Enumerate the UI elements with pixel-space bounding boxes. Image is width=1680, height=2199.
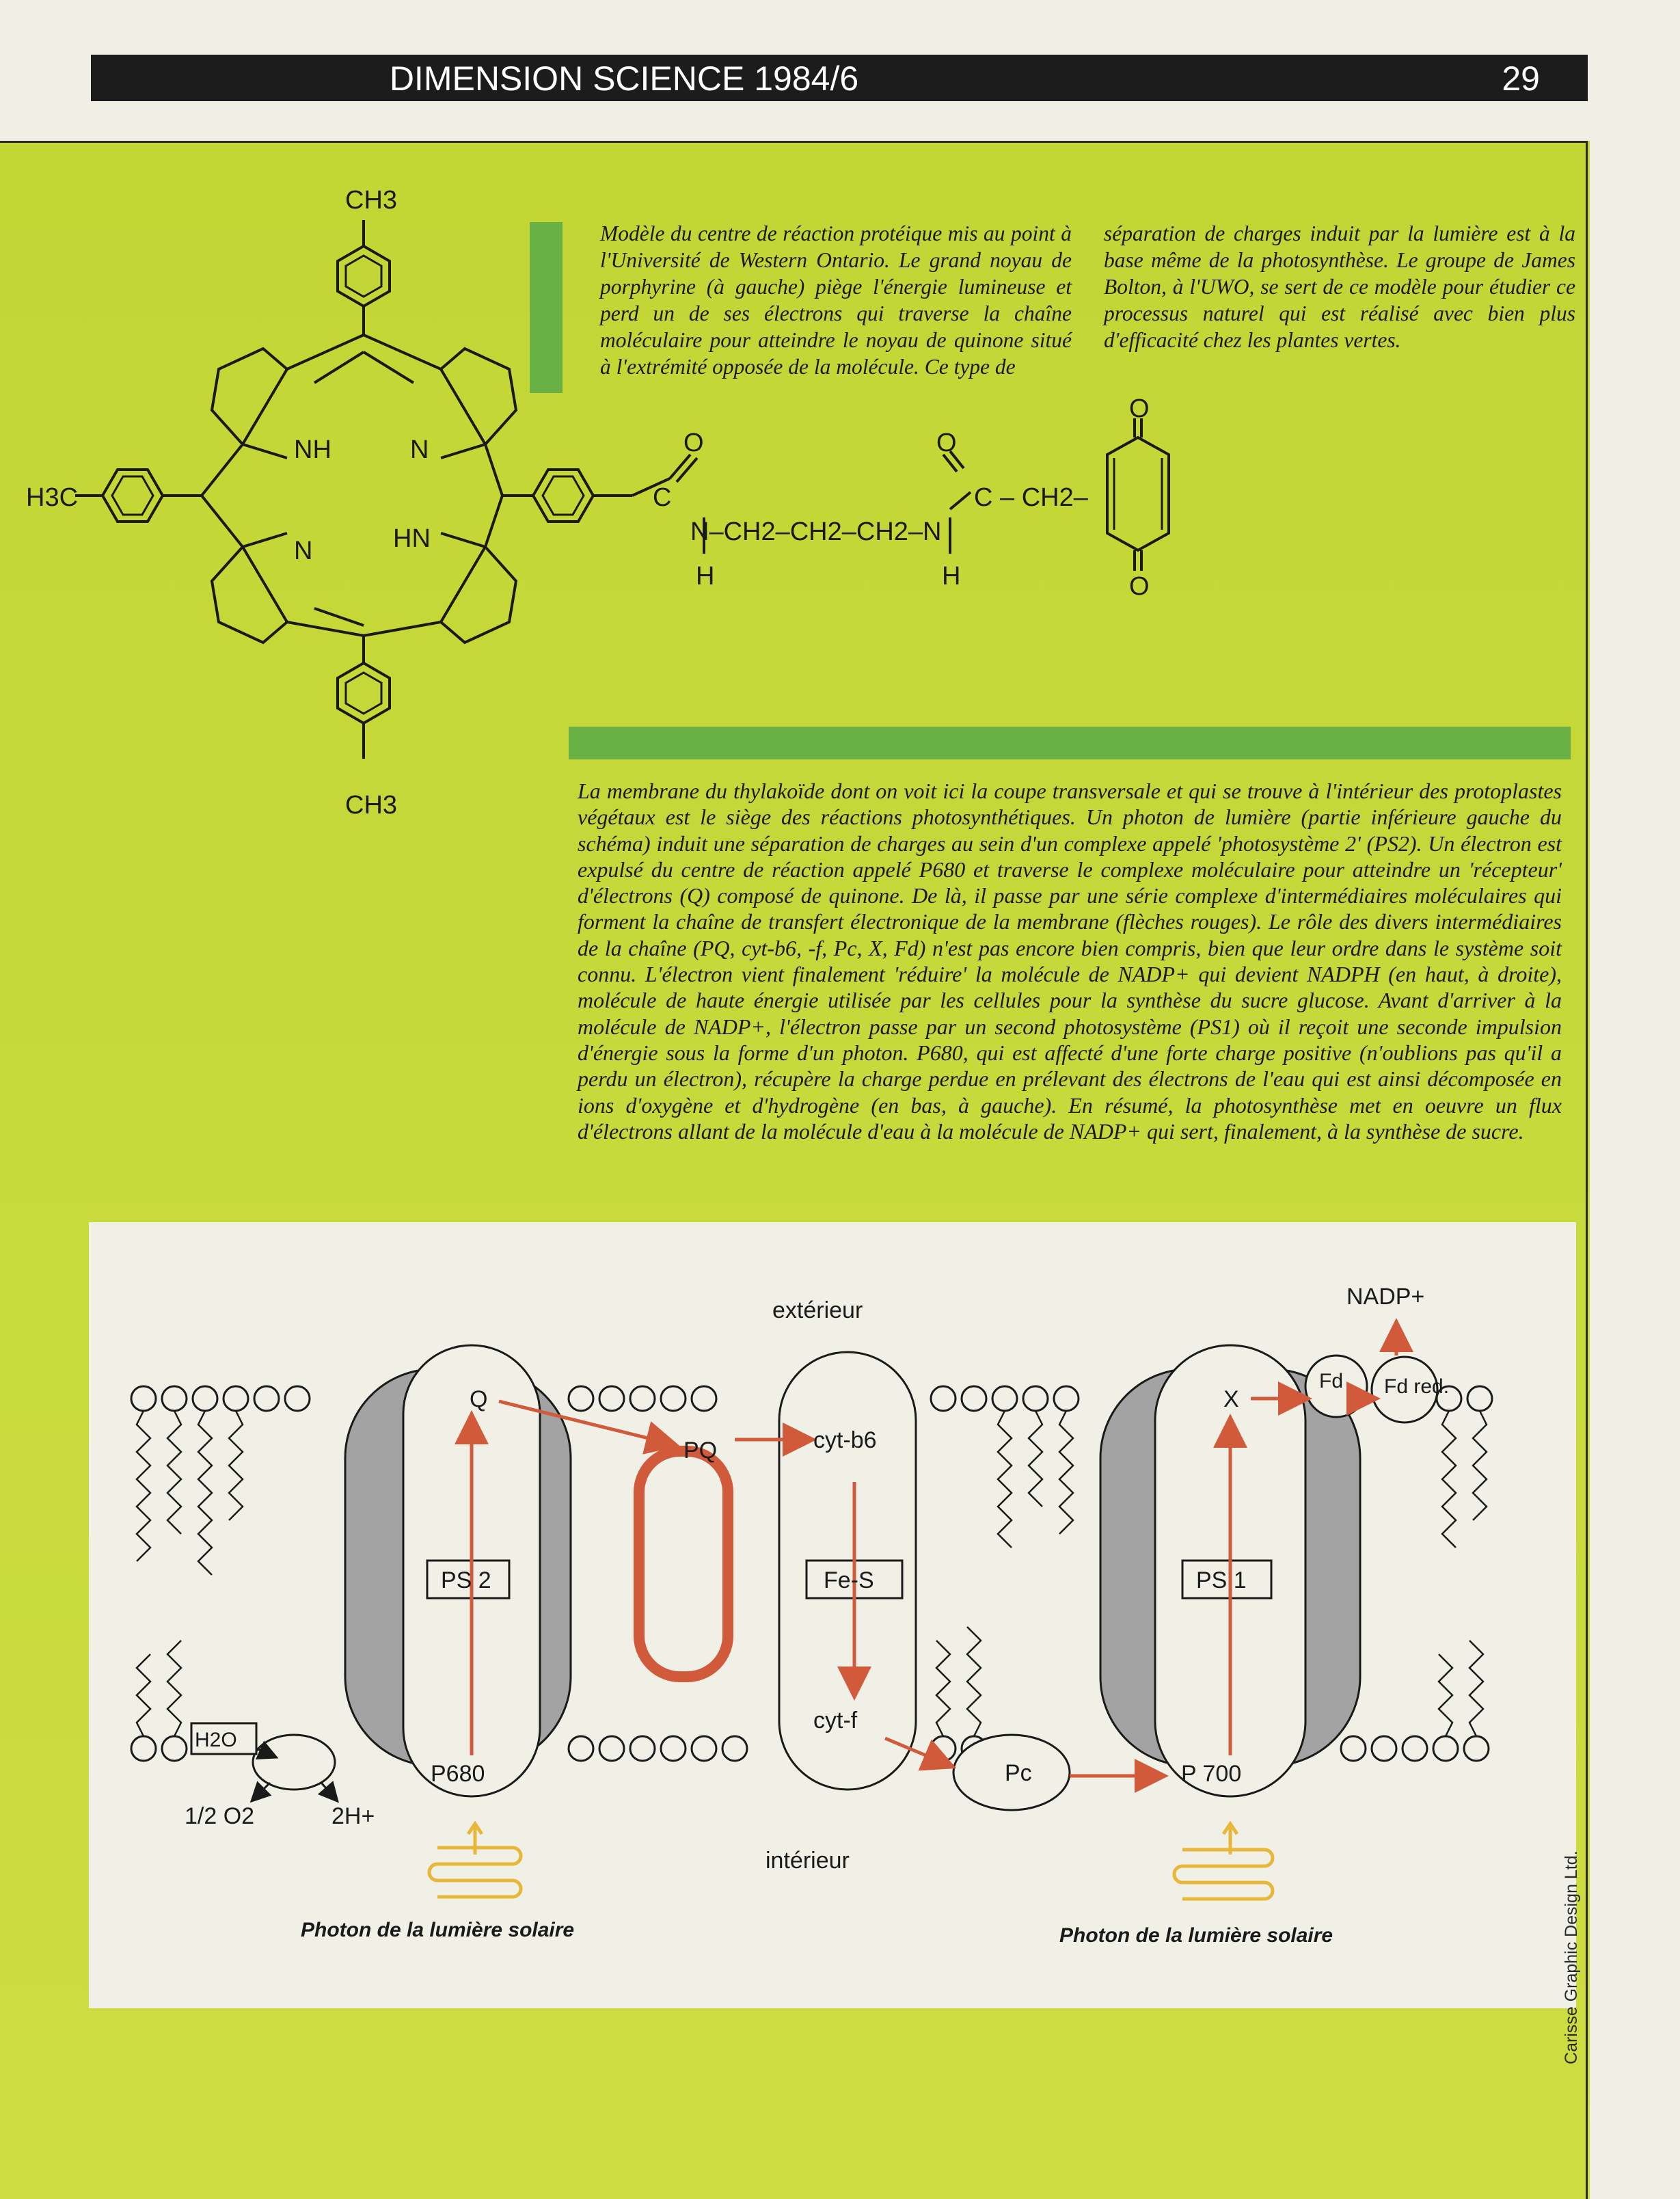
photon-squiggles [429, 1824, 1273, 1899]
fe-s-label: Fe-S [824, 1567, 874, 1593]
photon-left-label: Photon de la lumière solaire [301, 1919, 575, 1941]
image-credit: Carisse Graphic Design Ltd. [1562, 1850, 1581, 2064]
fd-label: Fd [1319, 1370, 1344, 1392]
ps1-label: PS 1 [1196, 1567, 1247, 1593]
cyt-b6-label: cyt-b6 [813, 1427, 877, 1453]
membrane-svg [89, 1222, 1576, 2008]
page-number: 29 [1502, 59, 1540, 98]
pq-loop [639, 1451, 728, 1677]
h-right-label: H [942, 562, 961, 591]
p680-label: P680 [431, 1761, 485, 1787]
o-mid-label: O [936, 429, 957, 457]
thylakoid-diagram [89, 1222, 1576, 2008]
caption-main: La membrane du thylakoïde dont on voit ici la coupe transversale et qui se trouve à l'intérieur des protoplastes végétaux est le siège des réactions photosynthétiques. Un photon de lumière (partie inférieure gauche du schéma) induit une séparation de charges au sein d'un complexe appelé 'photosystème 2' (PS2). Un électron est expulsé du centre de réaction appelé P680 et traverse le complexe moléculaire pour atteindre un 'récepteur' d'électrons (Q) composé de quinone. De là, il passe par une série complexe d'intermédiaires moléculaires qui forment la chaîne de transfert électronique de la membrane (flèches rouges). Le rôle des divers intermédiaires de la chaîne (PQ, cyt-b6, -f, Pc, X, Fd) n'est pas encore bien compris, bien que leur ordre dans le système soit connu. L'électron vient finalement 'réduire' la molécule de NADP+ qui devient NADPH (en haut, à droite), molécule de haute énergie utilisée par les cellules pour la synthèse du sucre glucose. Avant d'arriver à la molécule de NADP+, l'électron passe par un second photosystème (PS1) où il reçoit une seconde impulsion d'énergie sous la forme d'un photon. P680, qui est affecté d'une forte charge positive (n'oublions pas qu'il a perdu un électron), récupère la charge perdue en prélevant des électrons de l'eau qui est ainsi décomposée en ions d'oxygène et d'hydrogène (en bas, à gauche). En résumé, la photosynthèse met en oeuvre un flux d'électrons allant de la molécule d'eau à la molécule de NADP+ qui sert, finalement, à la synthèse de sucre. [578, 779, 1562, 1144]
o-left-label: O [683, 429, 704, 457]
header-bar [91, 55, 1588, 101]
n-top-right-label: N [410, 435, 429, 464]
nh-top-label: NH [294, 435, 331, 464]
fd-red-label: Fd red. [1384, 1375, 1450, 1398]
ch3-top-label: CH3 [345, 186, 398, 215]
panel-right-rule [1586, 141, 1588, 2199]
o-ring-top-label: O [1129, 394, 1150, 423]
carbonyl-c-label: C [653, 483, 672, 512]
cyt-f-label: cyt-f [813, 1708, 858, 1733]
h-left-label: H [696, 562, 715, 591]
ps2-label: PS 2 [441, 1567, 491, 1593]
pc-label: Pc [1005, 1760, 1032, 1786]
caption-top-col1: Modèle du centre de réaction protéique mis au point à l'Université de Western Ontario. Le grand noyau de porphyrine (à gauche) piège l'énergie lumineuse et perd un de ses électrons qui traverse la chaîne moléculaire pour atteindre le noyau de quinone situé à l'extrémité opposée de la molécule. Ce type de [600, 221, 1072, 379]
interieur-label: intérieur [766, 1848, 850, 1874]
caption-top-col2: séparation de charges induit par la lumière est à la base même de la photosynthèse. Le groupe de James Bolton, à l'UWO, se sert de ce modèle pour étudier ce processus naturel qui est réalisé avec bien plus d'efficacité chez les plantes vertes. [1104, 221, 1575, 352]
photon-right-label: Photon de la lumière solaire [1059, 1924, 1333, 1947]
n-bottom-left-label: N [294, 537, 313, 565]
nadp-label: NADP+ [1346, 1284, 1425, 1310]
pq-label: PQ [683, 1438, 718, 1463]
h3c-left-label: H3C [26, 483, 79, 512]
p700-label: P 700 [1181, 1761, 1242, 1787]
hn-bottom-label: HN [393, 524, 431, 553]
half-o2-label: 1/2 O2 [185, 1803, 255, 1829]
c-right-label: C – CH2– [974, 483, 1088, 512]
2h-label: 2H+ [331, 1803, 375, 1829]
o-ring-bottom-label: O [1129, 572, 1150, 601]
h2o-label: H2O [195, 1729, 237, 1751]
ch3-bottom-label: CH3 [345, 791, 398, 820]
x-label: X [1223, 1386, 1239, 1412]
journal-title: DIMENSION SCIENCE 1984/6 [389, 59, 859, 98]
quinone-ring [1107, 437, 1169, 550]
exterieur-label: extérieur [772, 1297, 863, 1323]
q-label: Q [470, 1386, 488, 1412]
chain-label: N–CH2–CH2–CH2–N [690, 517, 942, 546]
water-split-ellipse [253, 1735, 335, 1790]
